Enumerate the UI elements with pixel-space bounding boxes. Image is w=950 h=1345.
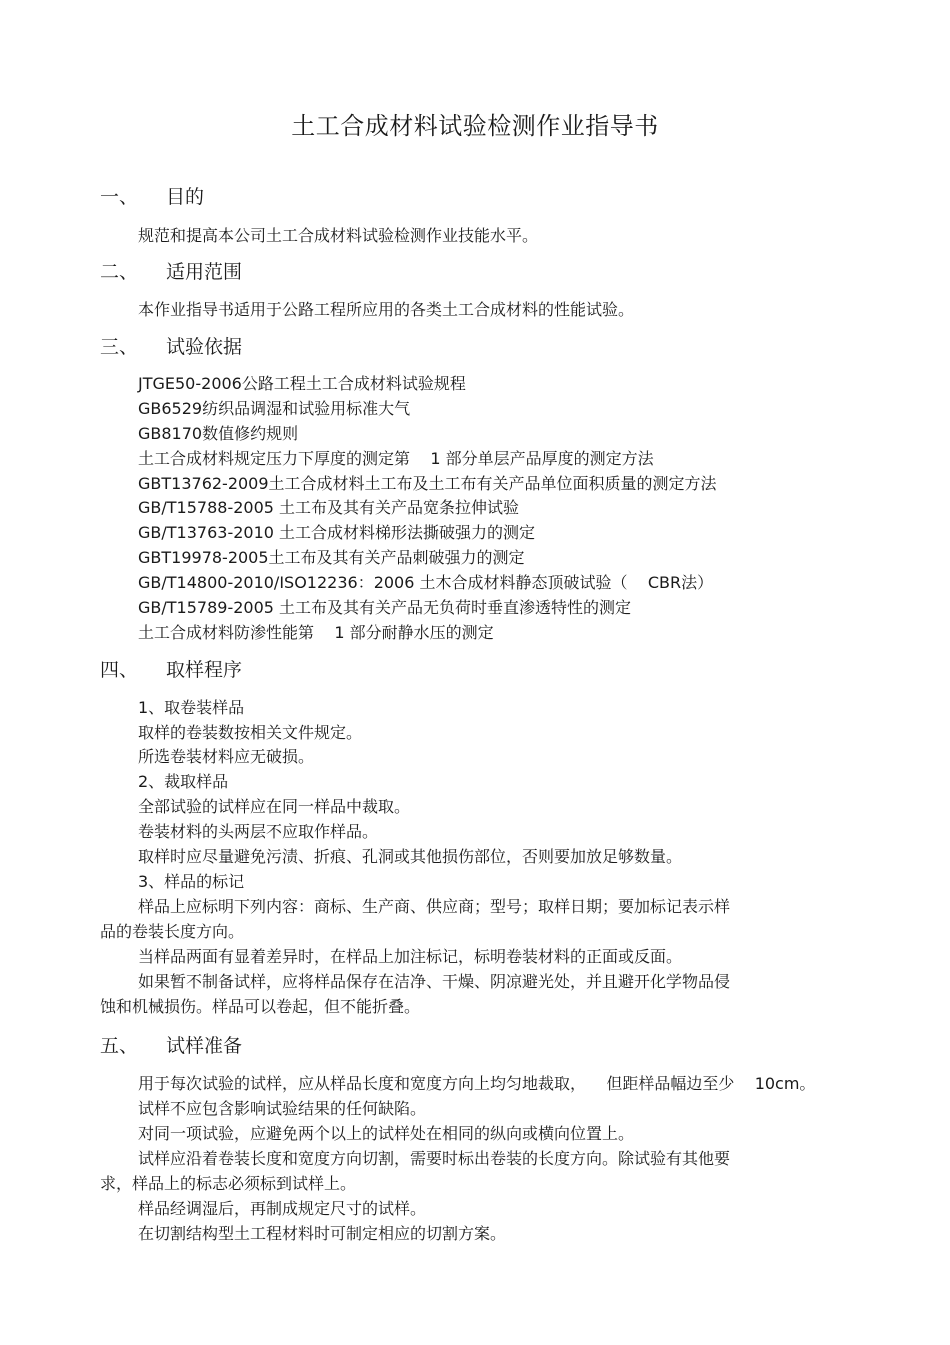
paragraph-line: 对同一项试验，应避免两个以上的试样处在相同的纵向或横向位置上。: [138, 1124, 635, 1143]
paragraph-line: 样品上应标明下列内容：商标、生产商、供应商；型号；取样日期；要加标记表示样: [138, 897, 731, 916]
reference-item: GB8170数值修约规则: [138, 424, 299, 443]
section-2-heading: 适用范围: [166, 261, 243, 283]
paragraph-line: 如果暂不制备试样，应将样品保存在洁净、干燥、阴凉避光处，并且避开化学物品侵: [138, 972, 731, 991]
subheading: 1、取卷装样品: [138, 698, 245, 717]
reference-item: GB/T13763-2010 土工合成材料梯形法撕破强力的测定: [138, 523, 536, 542]
reference-item: GBT13762-2009土工合成材料土工布及土工布有关产品单位面积质量的测定方法: [138, 474, 717, 493]
paragraph-line: 用于每次试验的试样，应从样品长度和宽度方向上均匀地裁取， 但距样品幅边至少 10cm。: [138, 1074, 816, 1093]
section-1-heading: 目的: [166, 186, 205, 208]
paragraph-line: 求，样品上的标志必须标到试样上。: [100, 1174, 357, 1193]
paragraph-line: 卷装材料的头两层不应取作样品。: [138, 822, 379, 841]
reference-item: GB/T15788-2005 土工布及其有关产品宽条拉伸试验: [138, 498, 520, 517]
section-5-number: 五、: [100, 1035, 139, 1057]
document-title: 土工合成材料试验检测作业指导书: [291, 112, 659, 140]
paragraph-line: 在切割结构型土工程材料时可制定相应的切割方案。: [138, 1224, 507, 1243]
reference-item: 土工合成材料规定压力下厚度的测定第 1 部分单层产品厚度的测定方法: [138, 449, 654, 468]
paragraph-line: 规范和提高本公司土工合成材料试验检测作业技能水平。: [138, 226, 539, 245]
paragraph-line: 取样时应尽量避免污渍、折痕、孔洞或其他损伤部位，否则要加放足够数量。: [138, 847, 683, 866]
section-4-heading: 取样程序: [166, 659, 243, 681]
reference-item: JTGE50-2006公路工程土工合成材料试验规程: [138, 374, 466, 393]
paragraph-line: 样品经调湿后，再制成规定尺寸的试样。: [138, 1199, 427, 1218]
reference-item: GBT19978-2005土工布及其有关产品刺破强力的测定: [138, 548, 525, 567]
paragraph-line: 蚀和机械损伤。样品可以卷起，但不能折叠。: [100, 997, 421, 1016]
reference-item: GB6529纺织品调湿和试验用标准大气: [138, 399, 411, 418]
subheading: 3、样品的标记: [138, 872, 245, 891]
paragraph-line: 试样不应包含影响试验结果的任何缺陷。: [138, 1099, 427, 1118]
reference-item: GB/T15789-2005 土工布及其有关产品无负荷时垂直渗透特性的测定: [138, 598, 632, 617]
section-1-number: 一、: [100, 186, 139, 208]
paragraph-line: 取样的卷装数按相关文件规定。: [138, 723, 363, 742]
paragraph-line: 全部试验的试样应在同一样品中裁取。: [138, 797, 411, 816]
reference-item: 土工合成材料防渗性能第 1 部分耐静水压的测定: [138, 623, 494, 642]
section-5-heading: 试样准备: [166, 1035, 243, 1057]
section-3-number: 三、: [100, 336, 139, 358]
reference-item: GB/T14800-2010/ISO12236：2006 土木合成材料静态顶破试验（ CBR法）: [138, 573, 714, 592]
paragraph-line: 试样应沿着卷装长度和宽度方向切割，需要时标出卷装的长度方向。除试验有其他要: [138, 1149, 731, 1168]
section-3-heading: 试验依据: [166, 336, 243, 358]
paragraph-line: 当样品两面有显着差异时，在样品上加注标记，标明卷装材料的正面或反面。: [138, 947, 683, 966]
paragraph-line: 本作业指导书适用于公路工程所应用的各类土工合成材料的性能试验。: [138, 300, 635, 319]
section-2-number: 二、: [100, 261, 139, 283]
paragraph-line: 品的卷装长度方向。: [100, 922, 245, 941]
section-4-number: 四、: [100, 659, 139, 681]
subheading: 2、裁取样品: [138, 772, 229, 791]
paragraph-line: 所选卷装材料应无破损。: [138, 747, 315, 766]
